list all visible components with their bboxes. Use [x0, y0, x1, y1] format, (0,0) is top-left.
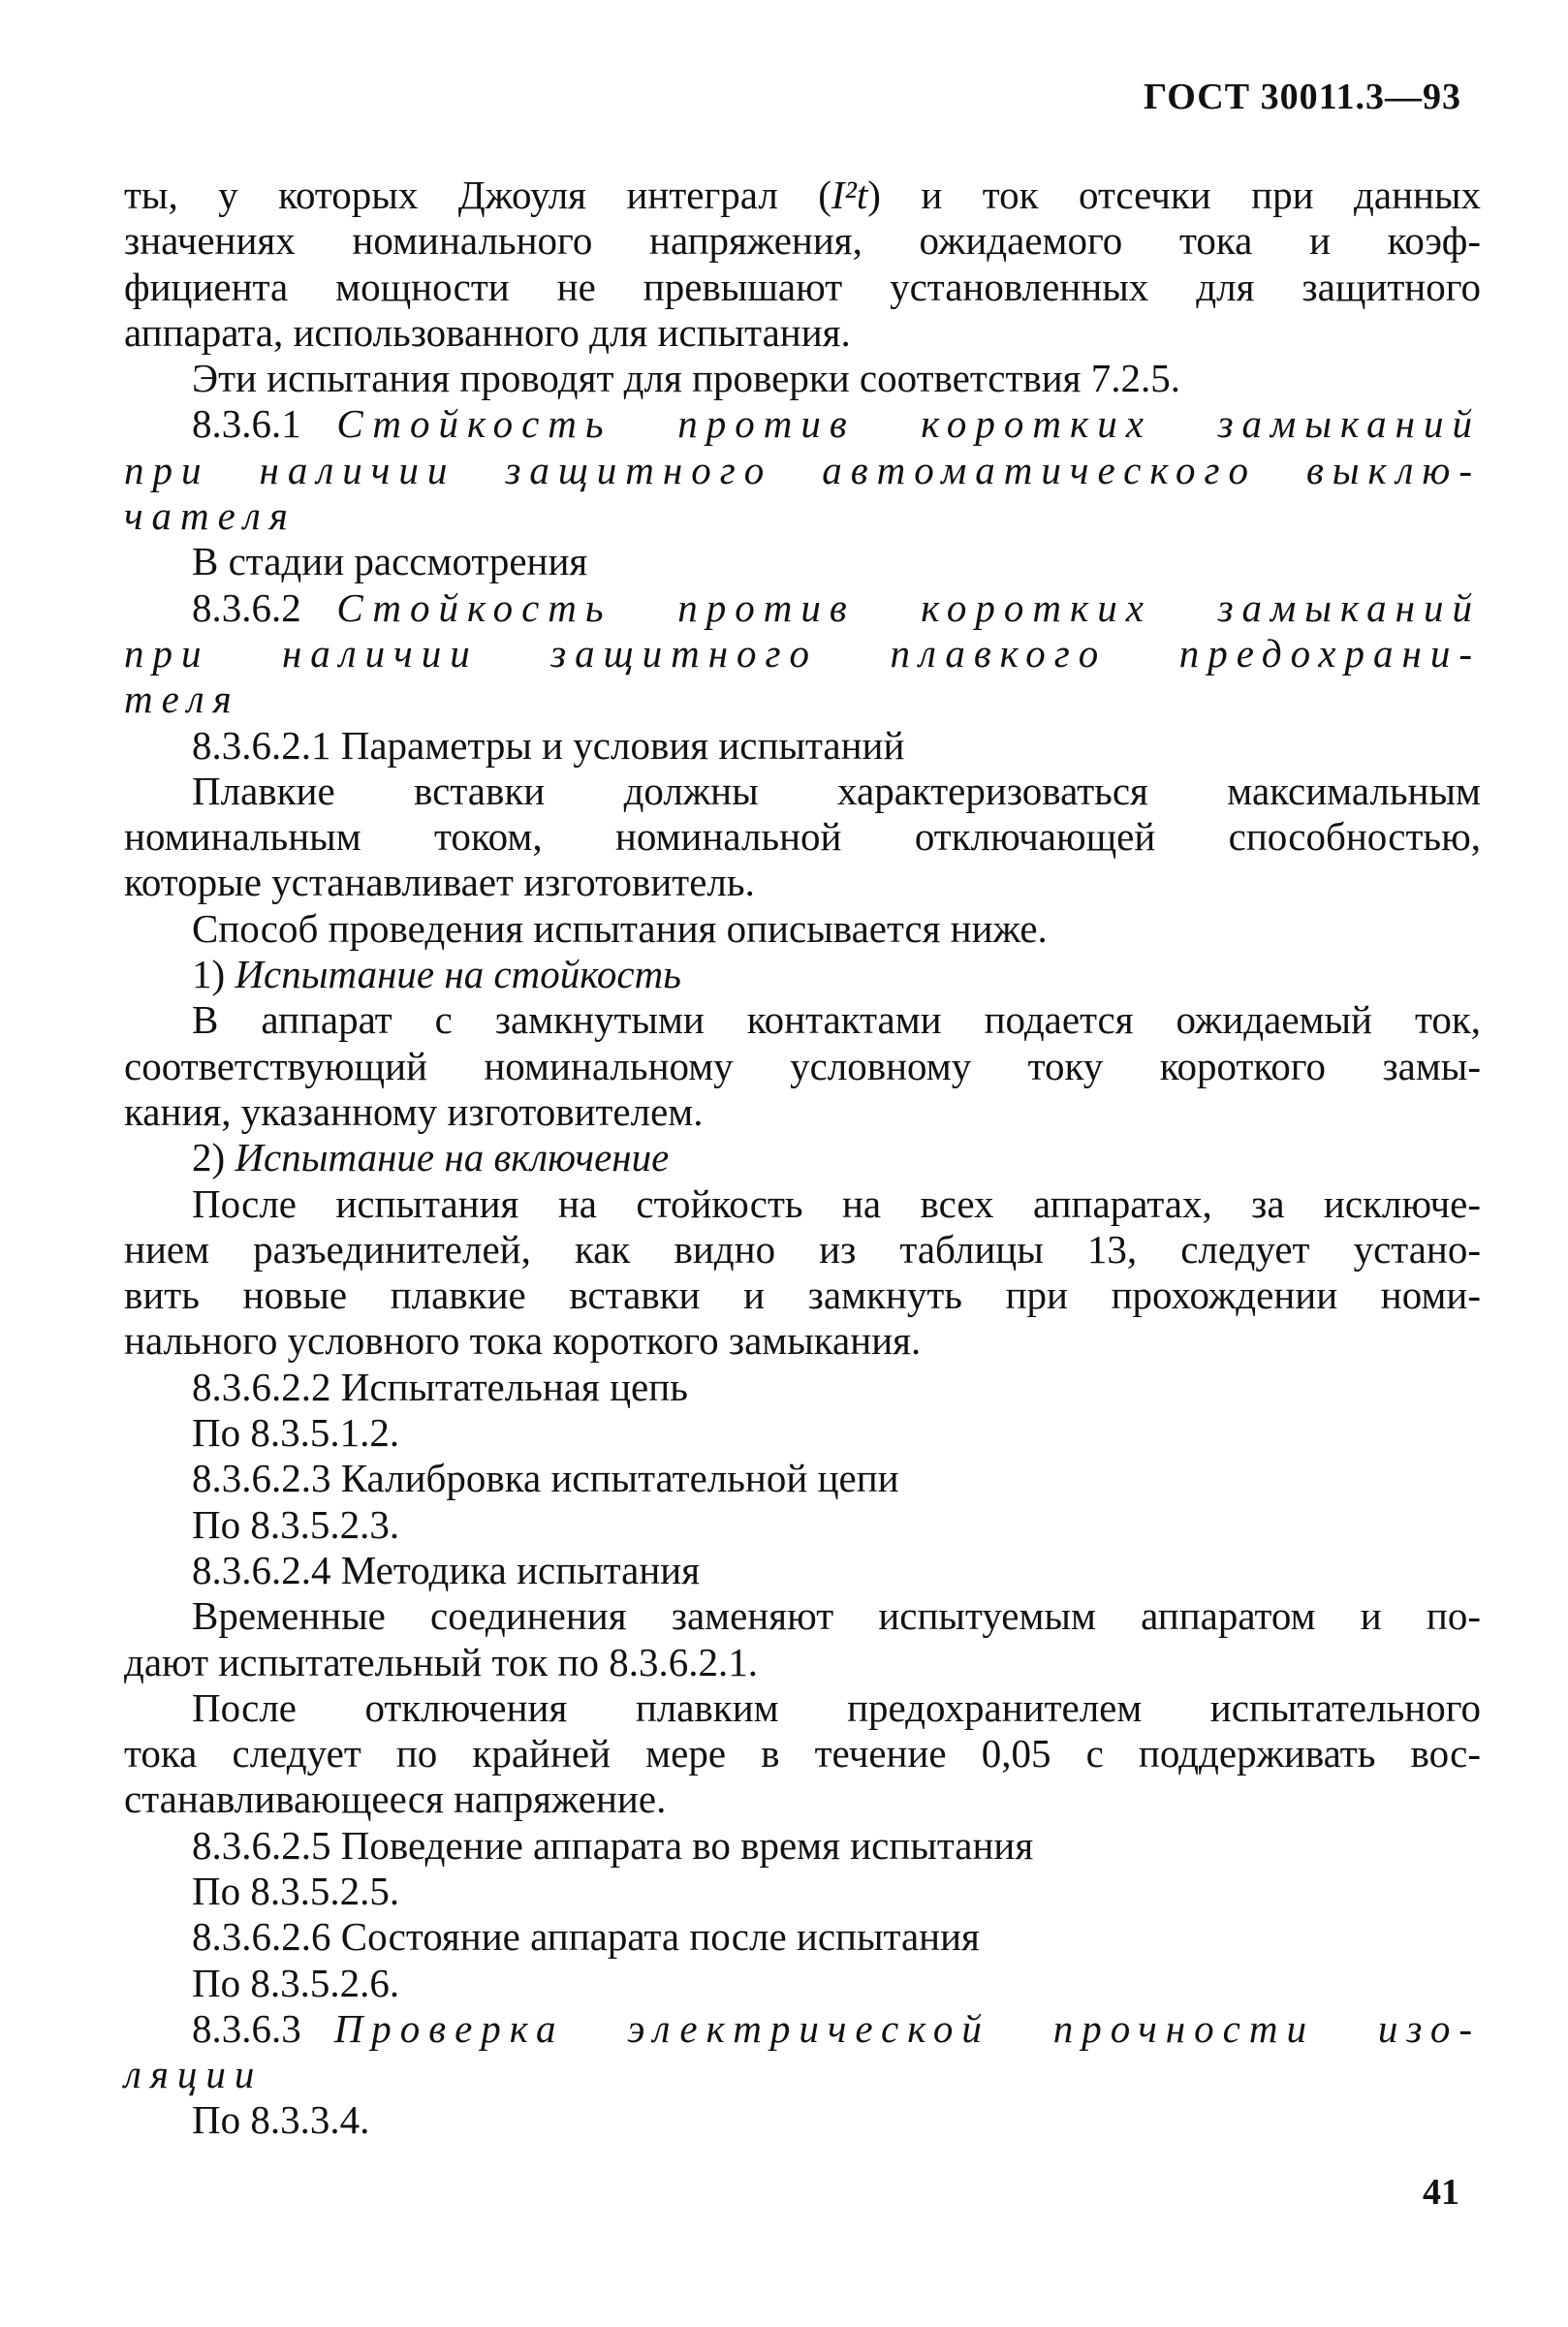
text-line: которые устанавливает изготовитель.	[124, 860, 755, 905]
text-line: 8.3.6.1 Стойкость против коротких замыканий	[192, 401, 1481, 447]
text-line: ляции	[124, 2052, 264, 2097]
text-line: 8.3.6.2.6 Состояние аппарата после испытания	[192, 1914, 980, 1960]
text-line: дают испытательный ток по 8.3.6.2.1.	[124, 1639, 758, 1684]
text-line: В аппарат с замкнутыми контактами подается ожидаемый ток,	[192, 997, 1481, 1043]
text-line: По 8.3.3.4.	[192, 2097, 370, 2143]
text-line: аппарата, использованного для испытания.	[124, 309, 851, 355]
text-line: вить новые плавкие вставки и замкнуть при прохождении номи-	[124, 1273, 1481, 1318]
text-line: Эти испытания проводят для проверки соответствия 7.2.5.	[192, 356, 1181, 401]
text-line: По 8.3.5.2.5.	[192, 1868, 400, 1913]
text-line: Плавкие вставки должны характеризоваться максимальным	[192, 768, 1481, 813]
text-line: В стадии рассмотрения	[192, 539, 588, 584]
text-line: 8.3.6.2.3 Калибровка испытательной цепи	[192, 1456, 899, 1501]
text-line: при наличии защитного автоматического выклю-	[124, 447, 1481, 492]
text-line: ты, у которых Джоуля интеграл (I²t) и ток отсечки при данных	[124, 173, 1481, 217]
text-line: 1) Испытание на стойкость	[192, 952, 681, 997]
page-number: 41	[1423, 2172, 1459, 2213]
text-line: По 8.3.5.2.3.	[192, 1501, 400, 1547]
text-line: номинальным током, номинальной отключающей способностью,	[124, 814, 1481, 860]
text-line: фициента мощности не превышают установленных для защитного	[124, 264, 1481, 309]
text-line: станавливающееся напряжение.	[124, 1777, 667, 1822]
text-line: По 8.3.5.2.6.	[192, 1960, 400, 2005]
text-line: чателя	[124, 493, 297, 539]
text-line: кания, указанному изготовителем.	[124, 1088, 704, 1134]
text-line: По 8.3.5.1.2.	[192, 1410, 400, 1456]
text-line: соответствующий номинальному условному току короткого замы-	[124, 1043, 1481, 1088]
text-line: После отключения плавким предохранителем испытательного	[192, 1684, 1481, 1730]
text-line: 8.3.6.2.4 Методика испытания	[192, 1547, 701, 1592]
text-line: 8.3.6.2.1 Параметры и условия испытаний	[192, 722, 905, 768]
text-line: 8.3.6.2 Стойкость против коротких замыканий	[192, 584, 1481, 630]
text-line: нием разъединителей, как видно из таблицы 13, следует устано-	[124, 1226, 1481, 1272]
document-header: ГОСТ 30011.3—93	[1144, 77, 1461, 117]
text-line: при наличии защитного плавкого предохрани-	[124, 630, 1481, 676]
text-line: значениях номинального напряжения, ожидаемого тока и коэф-	[124, 218, 1481, 264]
text-line: Временные соединения заменяют испытуемым аппаратом и по-	[192, 1593, 1481, 1639]
text-line: Способ проведения испытания описывается ниже.	[192, 905, 1048, 951]
text-line: После испытания на стойкость на всех аппаратах, за исключе-	[192, 1180, 1481, 1226]
text-line: 2) Испытание на включение	[192, 1135, 670, 1180]
document-body	[124, 173, 1481, 2144]
text-line: 8.3.6.2.2 Испытательная цепь	[192, 1364, 688, 1409]
text-line: 8.3.6.2.5 Поведение аппарата во время испытания	[192, 1822, 1034, 1868]
text-line: 8.3.6.3 Проверка электрической прочности изо-	[192, 2005, 1481, 2051]
text-line: теля	[124, 676, 240, 722]
text-line: тока следует по крайней мере в течение 0,05 с поддерживать вос-	[124, 1731, 1481, 1777]
text-line: нального условного тока короткого замыкания.	[124, 1318, 922, 1364]
